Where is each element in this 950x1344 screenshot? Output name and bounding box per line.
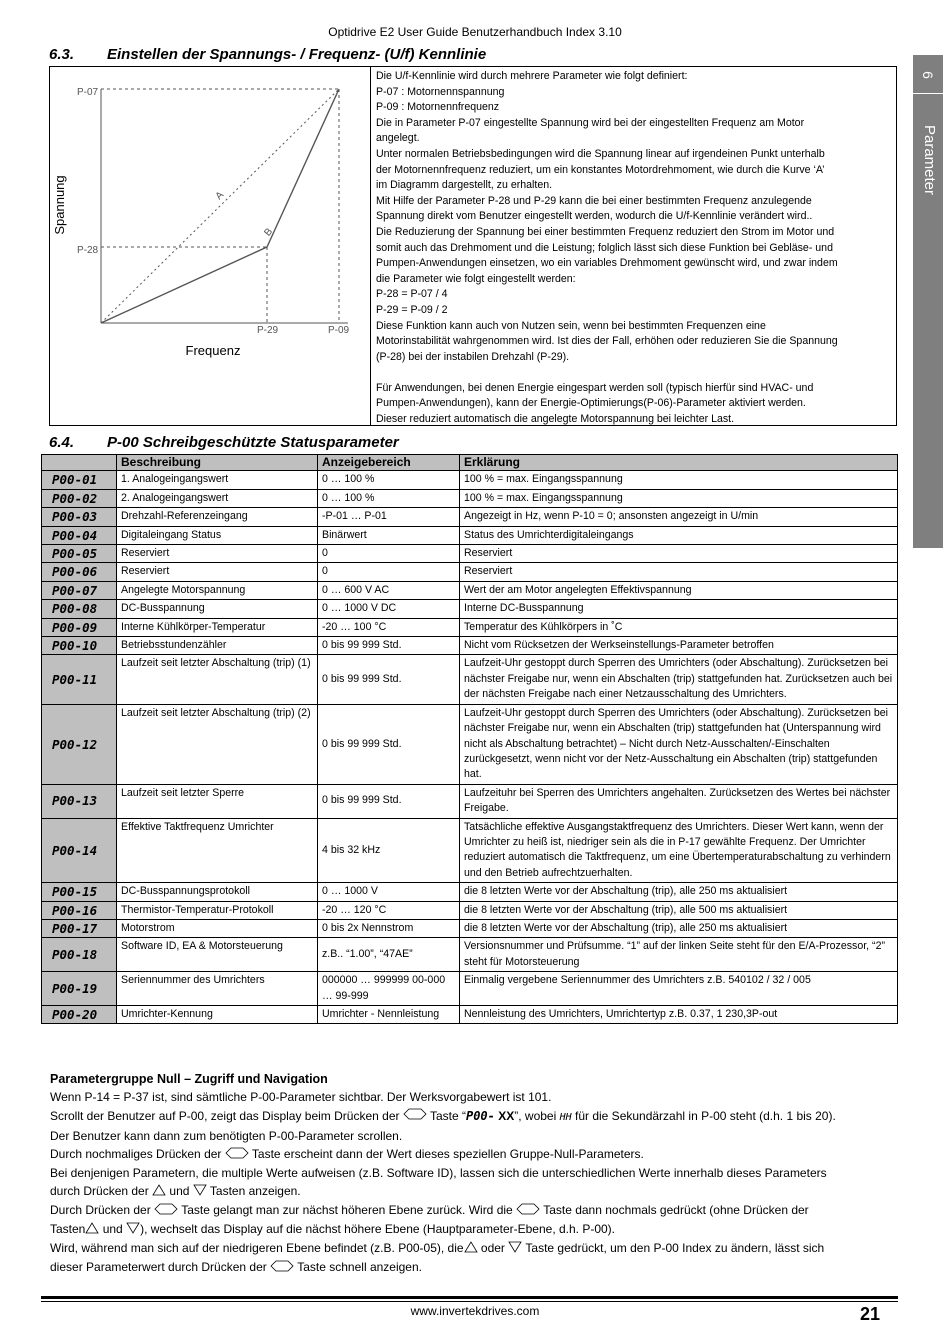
- param-description: Effektive Taktfrequenz Umrichter: [117, 818, 318, 883]
- description-line: im Diagramm dargestellt, zu erhalten.: [376, 179, 553, 192]
- description-line: Die Reduzierung der Spannung bei einer bestimmten Frequenz reduziert den Strom im Motor und: [376, 225, 835, 238]
- curve-a-line: [101, 89, 339, 323]
- param-explanation: die 8 letzten Werte vor der Abschaltung (trip), alle 500 ms aktualisiert: [460, 901, 898, 919]
- description-line: Für Anwendungen, bei denen Energie eingespart werden soll (typisch hierfür sind HVAC- und: [376, 381, 814, 394]
- nav-line-1: Wenn P-14 = P-37 ist, sind sämtliche P-00-Parameter sichtbar. Der Werksvorgabewert ist 101.: [50, 1090, 552, 1105]
- param-range: 000000 … 999999 00-000 … 99-999: [318, 972, 460, 1006]
- param-explanation: die 8 letzten Werte vor der Abschaltung (trip), alle 250 ms aktualisiert: [460, 919, 898, 937]
- param-description: Seriennummer des Umrichters: [117, 972, 318, 1006]
- param-range: z.B.. “1.00”, “47AE”: [318, 938, 460, 972]
- param-description: Thermistor-Temperatur-Protokoll: [117, 901, 318, 919]
- p09-label: P-09: [328, 325, 350, 336]
- param-description: Angelegte Motorspannung: [117, 581, 318, 599]
- param-explanation: Temperatur des Kühlkörpers in ˚C: [460, 618, 898, 636]
- param-explanation: Versionsnummer und Prüfsumme. “1” auf der linken Seite steht für den E/A-Prozessor, “2” steht für Motorsteuerung: [460, 938, 898, 972]
- param-description: Laufzeit seit letzter Abschaltung (trip) (2): [117, 704, 318, 784]
- nav-line-6: durch Drücken der und Tasten anzeigen.: [50, 1182, 910, 1201]
- table-row: [42, 883, 898, 901]
- curve-a-label: A: [213, 189, 227, 203]
- param-description: Laufzeit seit letzter Sperre: [117, 784, 318, 818]
- p28-label: P-28: [77, 245, 99, 256]
- param-code: P00-10: [42, 637, 117, 655]
- table-row: [42, 545, 898, 563]
- description-line: [376, 365, 894, 381]
- enter-key-icon: [516, 1202, 540, 1220]
- param-explanation: Nicht vom Rücksetzen der Werkseinstellungs-Parameter betroffen: [460, 637, 898, 655]
- param-explanation: Laufzeituhr bei Sperren des Umrichters angehalten. Zurücksetzen des Wertes bei nächster Freigabe.: [460, 784, 898, 818]
- y-axis-label: Spannung: [52, 175, 67, 235]
- x-axis-label: Frequenz: [185, 343, 241, 358]
- page-number: 21: [860, 1304, 881, 1324]
- param-description: 2. Analogeingangswert: [117, 489, 318, 507]
- table-row: [42, 919, 898, 937]
- param-range: 0 bis 99 999 Std.: [318, 784, 460, 818]
- uf-curve-diagram: [50, 67, 370, 425]
- chapter-number: 6: [919, 71, 936, 79]
- footer-url: www.invertekdrives.com: [410, 1304, 540, 1318]
- table-row: [42, 655, 898, 704]
- description-line: Diese Funktion kann auch von Nutzen sein, wenn bei bestimmten Frequenzen eine: [376, 319, 766, 332]
- description-line: Die U/f-Kennlinie wird durch mehrere Parameter wie folgt definiert:: [376, 70, 688, 82]
- param-explanation: Status des Umrichterdigitaleingangs: [460, 526, 898, 544]
- section-6-3-heading: 6.3. Einstellen der Spannungs- / Frequenz- (U/f) Kennlinie: [49, 46, 487, 63]
- param-description: Drehzahl-Referenzeingang: [117, 508, 318, 526]
- param-description: Umrichter-Kennung: [117, 1006, 318, 1024]
- table-row: [42, 901, 898, 919]
- param-description: Digitaleingang Status: [117, 526, 318, 544]
- up-key-icon: [464, 1240, 478, 1258]
- nav-line-3: Der Benutzer kann dann zum benötigten P-00-Parameter scrollen.: [50, 1128, 403, 1143]
- param-explanation: Interne DC-Busspannung: [460, 600, 898, 618]
- description-line: Pumpen-Anwendungen), kann der Energie-Optimierungs(P-06)-Parameter aktiviert werden.: [376, 397, 806, 410]
- param-code: P00-08: [42, 600, 117, 618]
- header-range: Anzeigebereich: [318, 455, 460, 471]
- param-explanation: Tatsächliche effektive Ausgangstaktfrequenz des Umrichters. Dieser Wert kann, wenn der Umrichter zu heiß ist, niedriger sein als die in P-17 gewählte Frequenz. Der Umrichter reduziert automatisch die Taktfrequenz, um eine Übertemperaturabschaltung zu verhindern und den Betrieb aufrechtzuerhalten.: [460, 818, 898, 883]
- table-row: [42, 972, 898, 1006]
- param-code: P00-20: [42, 1006, 117, 1024]
- param-range: 0 … 1000 V: [318, 883, 460, 901]
- down-key-icon: [126, 1221, 140, 1239]
- param-code: P00-16: [42, 901, 117, 919]
- param-range: Binärwert: [318, 526, 460, 544]
- table-row: [42, 600, 898, 618]
- description-line: (P-28) bei der instabilen Drehzahl (P-29).: [376, 350, 570, 363]
- description-line: Die in Parameter P-07 eingestellte Spannung wird bei der eingestellten Frequenz am Motor: [376, 116, 805, 129]
- param-range: -P-01 … P-01: [318, 508, 460, 526]
- enter-key-icon: [403, 1107, 427, 1125]
- param-range: 0: [318, 563, 460, 581]
- param-code: P00-06: [42, 563, 117, 581]
- table-row: [42, 818, 898, 883]
- param-description: Interne Kühlkörper-Temperatur: [117, 618, 318, 636]
- param-code: P00-02: [42, 489, 117, 507]
- param-code: P00-04: [42, 526, 117, 544]
- table-header-row: [42, 455, 898, 471]
- param-range: 0: [318, 545, 460, 563]
- param-range: 0 bis 99 999 Std.: [318, 655, 460, 704]
- up-key-icon: [85, 1221, 99, 1239]
- table-row: [42, 1006, 898, 1024]
- param-code: P00-03: [42, 508, 117, 526]
- param-explanation: Laufzeit-Uhr gestoppt durch Sperren des Umrichters (oder Abschaltung). Zurücksetzen bei nächster Freigabe nur, wenn ein Abschalten (trip) stattgefunden hat (Unterspannung wird nicht als Abschaltung betrachtet) – Nicht durch Netz-Ausschalten/-Einschalten zurückgesetzt, wenn nicht vor der Netz-Ausschaltung ein Abschalten (trip) stattgefunden hat.: [460, 704, 898, 784]
- table-row: [42, 784, 898, 818]
- param-description: Motorstrom: [117, 919, 318, 937]
- param-range: Umrichter - Nennleistung: [318, 1006, 460, 1024]
- table-row: [42, 563, 898, 581]
- section-6-4-heading: 6.4. P-00 Schreibgeschützte Statusparameter: [49, 434, 399, 451]
- param-explanation: Laufzeit-Uhr gestoppt durch Sperren des Umrichters (oder Abschaltung). Zurücksetzen bei nächster Freigabe nur, wenn ein Abschalten (trip) stattgefunden hat. Zurücksetzen auch bei der nächsten Freigabe nach einer Netzausschaltung des Umrichters.: [460, 655, 898, 704]
- param-range: 0 bis 99 999 Std.: [318, 637, 460, 655]
- param-code: P00-13: [42, 784, 117, 818]
- description-line: somit auch das Drehmoment und die Leistung; folglich lässt sich diese Funktion bei Gebläse- und: [376, 241, 833, 254]
- p00-parameter-table: [41, 454, 898, 1024]
- table-row: [42, 618, 898, 636]
- description-line: Motorinstabilität wahrgenommen wird. Ist dies der Fall, erhöhen oder reduzieren Sie die Spannung: [376, 335, 838, 348]
- param-description: Software ID, EA & Motorsteuerung: [117, 938, 318, 972]
- nav-line-4: Durch nochmaliges Drücken der Taste erscheint dann der Wert dieses speziellen Gruppe-Null-Parameters.: [50, 1145, 910, 1164]
- param-description: Betriebsstundenzähler: [117, 637, 318, 655]
- param-range: 0 … 600 V AC: [318, 581, 460, 599]
- param-range: 0 bis 99 999 Std.: [318, 704, 460, 784]
- description-line: P-29 = P-09 / 2: [376, 303, 448, 316]
- nav-line-7: Durch Drücken der Taste gelangt man zur nächst höheren Ebene zurück. Wird die Taste dann nochmals gedrückt (ohne Drücken der: [50, 1201, 910, 1220]
- navigation-section: [50, 1070, 910, 1277]
- param-description: Reserviert: [117, 545, 318, 563]
- nav-line-2: Scrollt der Benutzer auf P-00, zeigt das Display beim Drücken der Taste “P00- XX”, wobei HH für die Sekundärzahl in P-00 steht (d.h. 1 bis 20).: [50, 1107, 910, 1127]
- param-explanation: Einmalig vergebene Seriennummer des Umrichters z.B. 540102 / 32 / 005: [460, 972, 898, 1006]
- footer-rule: [41, 1296, 898, 1299]
- table-row: [42, 581, 898, 599]
- p07-label: P-07: [77, 87, 99, 98]
- param-code: P00-15: [42, 883, 117, 901]
- curve-b-label: B: [262, 226, 276, 239]
- enter-key-icon: [270, 1259, 294, 1277]
- nav-line-8: Tasten und ), wechselt das Display auf die nächst höhere Ebene (Hauptparameter-Ebene, d.h. P-00).: [50, 1220, 910, 1239]
- param-description: DC-Busspannung: [117, 600, 318, 618]
- description-line: Unter normalen Betriebsbedingungen wird die Spannung linear auf irgendeinen Punkt unterhalb: [376, 147, 825, 160]
- down-key-icon: [193, 1183, 207, 1201]
- uf-description: [376, 69, 894, 428]
- page-header: Optidrive E2 User Guide Benutzerhandbuch Index 3.10: [328, 25, 622, 39]
- param-code: P00-07: [42, 581, 117, 599]
- description-line: P-28 = P-07 / 4: [376, 288, 448, 301]
- param-explanation: Angezeigt in Hz, wenn P-10 = 0; ansonsten angezeigt in U/min: [460, 508, 898, 526]
- param-explanation: Reserviert: [460, 545, 898, 563]
- description-line: die Parameter wie folgt eingestellt werden:: [376, 272, 576, 285]
- param-range: 0 … 100 %: [318, 471, 460, 489]
- param-explanation: Reserviert: [460, 563, 898, 581]
- table-row: [42, 508, 898, 526]
- param-code: P00-12: [42, 704, 117, 784]
- enter-key-icon: [225, 1146, 249, 1164]
- table-row: [42, 526, 898, 544]
- header-explanation: Erklärung: [460, 455, 898, 471]
- param-code: P00-11: [42, 655, 117, 704]
- nav-line-9: Wird, während man sich auf der niedrigeren Ebene befindet (z.B. P00-05), die oder Taste gedrückt, um den P-00 Index zu ändern, lässt sich: [50, 1239, 910, 1258]
- param-range: 0 … 1000 V DC: [318, 600, 460, 618]
- description-line: P-09 : Motornennfrequenz: [376, 101, 500, 114]
- description-line: P-07 : Motornennspannung: [376, 85, 505, 98]
- p29-label: P-29: [257, 325, 279, 336]
- param-description: 1. Analogeingangswert: [117, 471, 318, 489]
- table-row: [42, 471, 898, 489]
- param-code: P00-14: [42, 818, 117, 883]
- param-explanation: Wert der am Motor angelegten Effektivspannung: [460, 581, 898, 599]
- footer-rule-thin: [41, 1301, 898, 1302]
- table-row: [42, 637, 898, 655]
- param-range: -20 … 100 °C: [318, 618, 460, 636]
- param-explanation: Nennleistung des Umrichters, Umrichtertyp z.B. 0.37, 1 230,3P-out: [460, 1006, 898, 1024]
- param-range: 0 … 100 %: [318, 489, 460, 507]
- param-code: P00-18: [42, 938, 117, 972]
- description-line: Mit Hilfe der Parameter P-28 und P-29 kann die bei einer bestimmten Frequenz anzulegende: [376, 194, 812, 207]
- param-code: P00-17: [42, 919, 117, 937]
- nav-line-5: Bei denjenigen Parametern, die multiple Werte aufweisen (z.B. Software ID), lassen sich die unterschiedlichen Werte innerhalb dieses Parameters: [50, 1166, 827, 1181]
- param-description: Laufzeit seit letzter Abschaltung (trip) (1): [117, 655, 318, 704]
- header-code: [42, 455, 117, 471]
- table-row: [42, 704, 898, 784]
- param-explanation: 100 % = max. Eingangsspannung: [460, 471, 898, 489]
- header-description: Beschreibung: [117, 455, 318, 471]
- param-code: P00-05: [42, 545, 117, 563]
- down-key-icon: [508, 1240, 522, 1258]
- param-code: P00-19: [42, 972, 117, 1006]
- description-line: Spannung direkt vom Benutzer eingestellt werden, wodurch die U/f-Kennlinie verändert wird..: [376, 210, 813, 223]
- description-line: der Motornennfrequenz reduziert, um ein konstantes Motordrehmoment, wie durch die Kurve ‘A’: [376, 163, 825, 176]
- description-line: Dieser reduziert automatisch die angelegte Motorspannung bei leichter Last.: [376, 413, 735, 426]
- chapter-side-tab: [913, 55, 943, 548]
- param-range: 4 bis 32 kHz: [318, 818, 460, 883]
- param-explanation: 100 % = max. Eingangsspannung: [460, 489, 898, 507]
- nav-line-10: dieser Parameterwert durch Drücken der Taste schnell anzeigen.: [50, 1258, 910, 1277]
- up-key-icon: [152, 1183, 166, 1201]
- description-line: Pumpen-Anwendungen einsetzen, wo ein variables Drehmoment gewünscht wird, und zwar indem: [376, 257, 838, 270]
- param-description: DC-Busspannungsprotokoll: [117, 883, 318, 901]
- param-code: P00-01: [42, 471, 117, 489]
- param-code: P00-09: [42, 618, 117, 636]
- param-range: -20 … 120 °C: [318, 901, 460, 919]
- table-row: [42, 489, 898, 507]
- param-explanation: die 8 letzten Werte vor der Abschaltung (trip), alle 250 ms aktualisiert: [460, 883, 898, 901]
- chapter-label: Parameter: [921, 124, 938, 196]
- uf-curve-box: [49, 66, 897, 426]
- param-range: 0 bis 2x Nennstrom: [318, 919, 460, 937]
- navigation-title: Parametergruppe Null – Zugriff und Navigation: [50, 1072, 328, 1086]
- description-line: angelegt.: [376, 132, 420, 145]
- enter-key-icon: [154, 1202, 178, 1220]
- table-row: [42, 938, 898, 972]
- param-description: Reserviert: [117, 563, 318, 581]
